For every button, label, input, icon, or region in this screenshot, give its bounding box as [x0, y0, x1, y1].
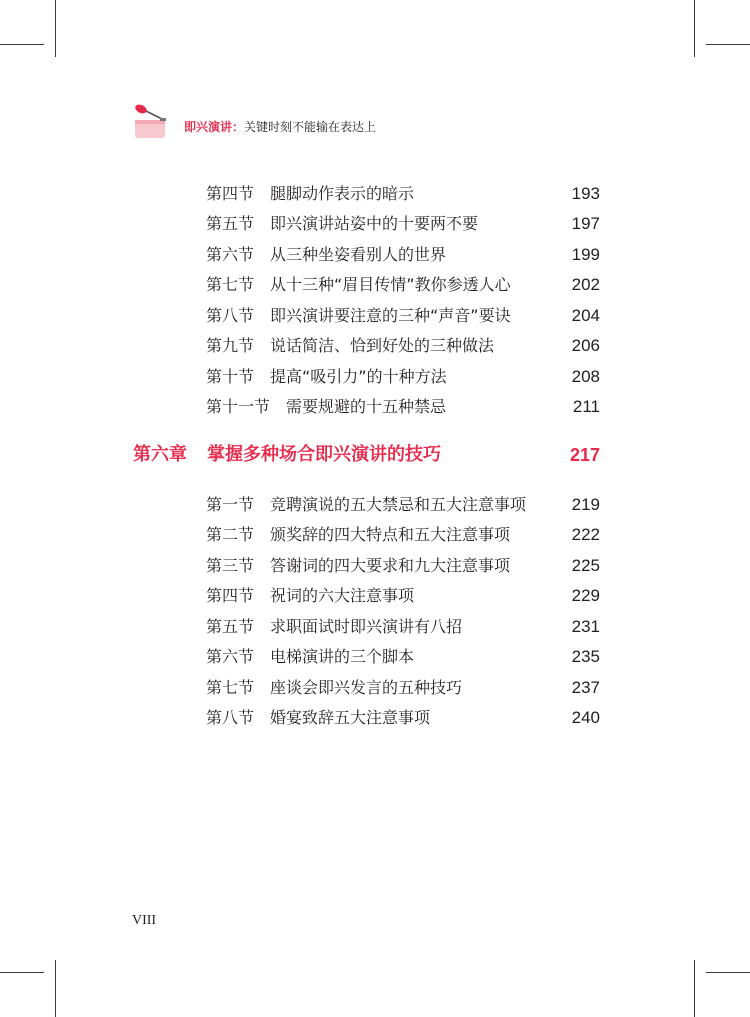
- toc-entry[interactable]: [206, 522, 600, 548]
- section-page: 219: [571, 495, 600, 514]
- crop-mark: [694, 960, 695, 1017]
- section-number: 第七节: [206, 275, 255, 294]
- section-title: 颁奖辞的四大特点和五大注意事项: [270, 525, 511, 544]
- section-title: 求职面试时即兴演讲有八招: [270, 617, 463, 636]
- crop-mark: [0, 44, 44, 45]
- section-number: 第十一节: [206, 397, 271, 416]
- section-number: 第五节: [206, 214, 255, 233]
- section-page: 231: [571, 617, 600, 636]
- toc-entry[interactable]: [206, 583, 600, 609]
- toc-entry[interactable]: [206, 211, 600, 237]
- toc-entry[interactable]: [206, 644, 600, 670]
- chapter-number: 第六章: [133, 444, 187, 465]
- crop-mark: [0, 972, 44, 973]
- crop-mark: [55, 0, 56, 57]
- section-title: 婚宴致辞五大注意事项: [270, 708, 431, 727]
- toc-entry[interactable]: [206, 272, 600, 298]
- toc-entry[interactable]: [206, 333, 600, 359]
- section-page: 235: [571, 647, 600, 666]
- section-number: 第八节: [206, 708, 255, 727]
- section-number: 第三节: [206, 556, 255, 575]
- section-page: 206: [571, 336, 600, 355]
- section-page: 199: [571, 245, 600, 264]
- section-number: 第七节: [206, 678, 255, 697]
- toc-entry[interactable]: [206, 705, 600, 731]
- section-number: 第二节: [206, 525, 255, 544]
- crop-mark: [55, 960, 56, 1017]
- section-title: 从十三种“眉目传情”教你参透人心: [270, 275, 511, 294]
- section-title: 座谈会即兴发言的五种技巧: [270, 678, 463, 697]
- section-title: 即兴演讲要注意的三种“声音”要诀: [270, 306, 511, 325]
- section-page: 240: [571, 708, 600, 727]
- section-number: 第六节: [206, 647, 255, 666]
- section-page: 208: [571, 367, 600, 386]
- toc-entry[interactable]: [206, 181, 600, 207]
- chapter-title: 掌握多种场合即兴演讲的技巧: [207, 444, 441, 465]
- toc-entry[interactable]: [206, 492, 600, 518]
- section-title: 即兴演讲站姿中的十要两不要: [270, 214, 479, 233]
- section-title: 竞聘演说的五大禁忌和五大注意事项: [270, 495, 527, 514]
- toc-entry[interactable]: [206, 675, 600, 701]
- section-page: 197: [571, 214, 600, 233]
- section-title: 从三种坐姿看别人的世界: [270, 245, 447, 264]
- section-number: 第九节: [206, 336, 255, 355]
- section-page: 204: [571, 306, 600, 325]
- section-page: 202: [571, 275, 600, 294]
- section-page: 222: [571, 525, 600, 544]
- toc-entry[interactable]: [206, 394, 600, 420]
- book-subtitle: 关键时刻不能输在表达上: [244, 120, 377, 134]
- section-number: 第一节: [206, 495, 255, 514]
- crop-mark: [706, 972, 750, 973]
- section-number: 第六节: [206, 245, 255, 264]
- toc-entry[interactable]: [206, 553, 600, 579]
- toc-entry[interactable]: [206, 364, 600, 390]
- section-page: 237: [571, 678, 600, 697]
- crop-mark: [694, 0, 695, 57]
- section-number: 第四节: [206, 184, 255, 203]
- section-title: 腿脚动作表示的暗示: [270, 184, 415, 203]
- page-number: VIII: [132, 913, 157, 928]
- toc-chapter-heading[interactable]: [133, 440, 600, 470]
- section-title: 说话简洁、恰到好处的三种做法: [270, 336, 495, 355]
- book-title: 即兴演讲：: [184, 120, 245, 134]
- running-header: [132, 104, 552, 140]
- toc-entry[interactable]: [206, 242, 600, 268]
- section-number: 第四节: [206, 586, 255, 605]
- chapter-page: 217: [569, 445, 600, 465]
- section-page: 193: [571, 184, 600, 203]
- section-title: 提高“吸引力”的十种方法: [270, 367, 447, 386]
- section-title: 祝词的六大注意事项: [270, 586, 415, 605]
- section-title: 电梯演讲的三个脚本: [270, 647, 415, 666]
- section-number: 第五节: [206, 617, 255, 636]
- section-number: 第十节: [206, 367, 255, 386]
- toc-entry[interactable]: [206, 303, 600, 329]
- crop-mark: [706, 44, 750, 45]
- section-page: 225: [571, 556, 600, 575]
- toc-entry[interactable]: [206, 614, 600, 640]
- section-number: 第八节: [206, 306, 255, 325]
- section-page: 211: [572, 397, 600, 416]
- section-title: 需要规避的十五种禁忌: [286, 397, 447, 416]
- header-title: [184, 120, 376, 134]
- section-page: 229: [571, 586, 600, 605]
- section-title: 答谢词的四大要求和九大注意事项: [270, 556, 511, 575]
- microphone-podium-icon: [132, 104, 174, 140]
